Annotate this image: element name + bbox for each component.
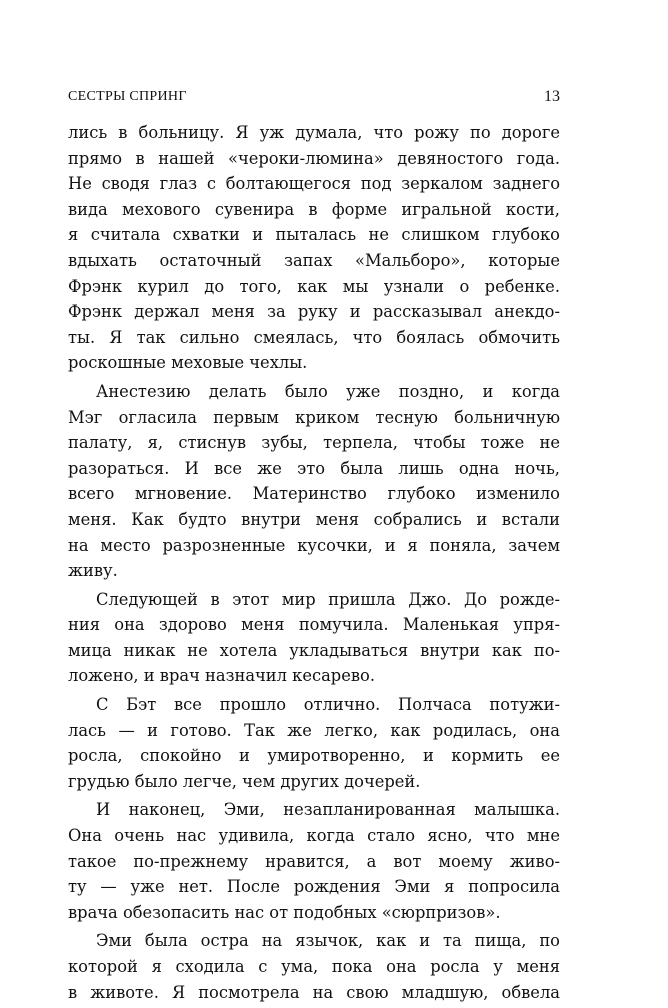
text-line: в животе. Я посмотрела на свою младшую, обвела xyxy=(68,982,560,1002)
text-line: роскошные меховые чехлы. xyxy=(68,353,308,373)
text-line: ты. Я так сильно смеялась, что боялась обмочить xyxy=(68,327,560,347)
text-line: врача обезопасить нас от подобных «сюрпризов». xyxy=(68,902,501,922)
page-number: 13 xyxy=(544,88,560,105)
text-line: лась — и готово. Так же легко, как родилась, она xyxy=(68,720,560,740)
text-line: ложено, и врач назначил кесарево. xyxy=(68,666,375,686)
paragraph xyxy=(68,797,560,925)
text-line: Мэг огласила первым криком тесную больничную xyxy=(68,407,560,427)
text-line: меня. Как будто внутри меня собрались и встали xyxy=(68,509,560,529)
text-line: Не сводя глаз с болтающегося под зеркалом заднего xyxy=(68,174,560,194)
text-line: палату, я, стиснув зубы, терпела, чтобы тоже не xyxy=(68,433,560,453)
text-line: грудью было легче, чем других дочерей. xyxy=(68,771,421,791)
text-line: лись в больницу. Я уж думала, что рожу по дороге xyxy=(68,123,560,142)
text-line: прямо в нашей «чероки-люмина» девяностого года. xyxy=(68,148,560,168)
text-line: вдыхать остаточный запах «Мальборо», которые xyxy=(68,250,560,270)
paragraph xyxy=(68,928,560,1005)
book-page xyxy=(68,0,560,1000)
body-text xyxy=(68,120,560,1008)
text-line: С Бэт все прошло отлично. Полчаса потужи- xyxy=(96,695,560,715)
paragraph xyxy=(68,120,560,376)
text-line: мица никак не хотела укладываться внутри как по- xyxy=(68,640,560,660)
text-line: росла, спокойно и умиротворенно, и кормить ее xyxy=(68,746,560,766)
text-line: Она очень нас удивила, когда стало ясно, что мне xyxy=(68,826,560,846)
text-line: Анестезию делать было уже поздно, и когда xyxy=(96,381,560,401)
text-line: Фрэнк курил до того, как мы узнали о ребенке. xyxy=(68,276,560,296)
text-line: разораться. И все же это была лишь одна ночь, xyxy=(68,458,560,478)
text-line: такое по-прежнему нравится, а вот моему живо- xyxy=(68,851,560,871)
paragraph xyxy=(68,587,560,689)
running-header xyxy=(68,86,560,108)
text-line: И наконец, Эми, незапланированная малышка. xyxy=(96,800,560,820)
text-line: Следующей в этот мир пришла Джо. До рожде- xyxy=(96,589,560,609)
text-line: я считала схватки и пыталась не слишком глубоко xyxy=(68,225,560,245)
text-line: ния она здорово меня помучила. Маленькая упря- xyxy=(68,615,560,635)
text-line: Фрэнк держал меня за руку и рассказывал анекдо- xyxy=(68,302,560,322)
text-line: живу. xyxy=(68,561,118,581)
paragraph xyxy=(68,379,560,584)
text-line: на место разрозненные кусочки, и я поняла, зачем xyxy=(68,535,560,555)
text-line: ту — уже нет. После рождения Эми я попросила xyxy=(68,877,560,897)
text-line: Эми была остра на язычок, как и та пища, по xyxy=(96,931,560,951)
text-line: которой я сходила с ума, пока она росла у меня xyxy=(68,957,560,976)
running-title: СЕСТРЫ СПРИНГ xyxy=(68,89,187,104)
text-line: вида мехового сувенира в форме игральной кости, xyxy=(68,199,560,219)
text-line: всего мгновение. Материнство глубоко изменило xyxy=(68,484,560,504)
paragraph xyxy=(68,692,560,794)
